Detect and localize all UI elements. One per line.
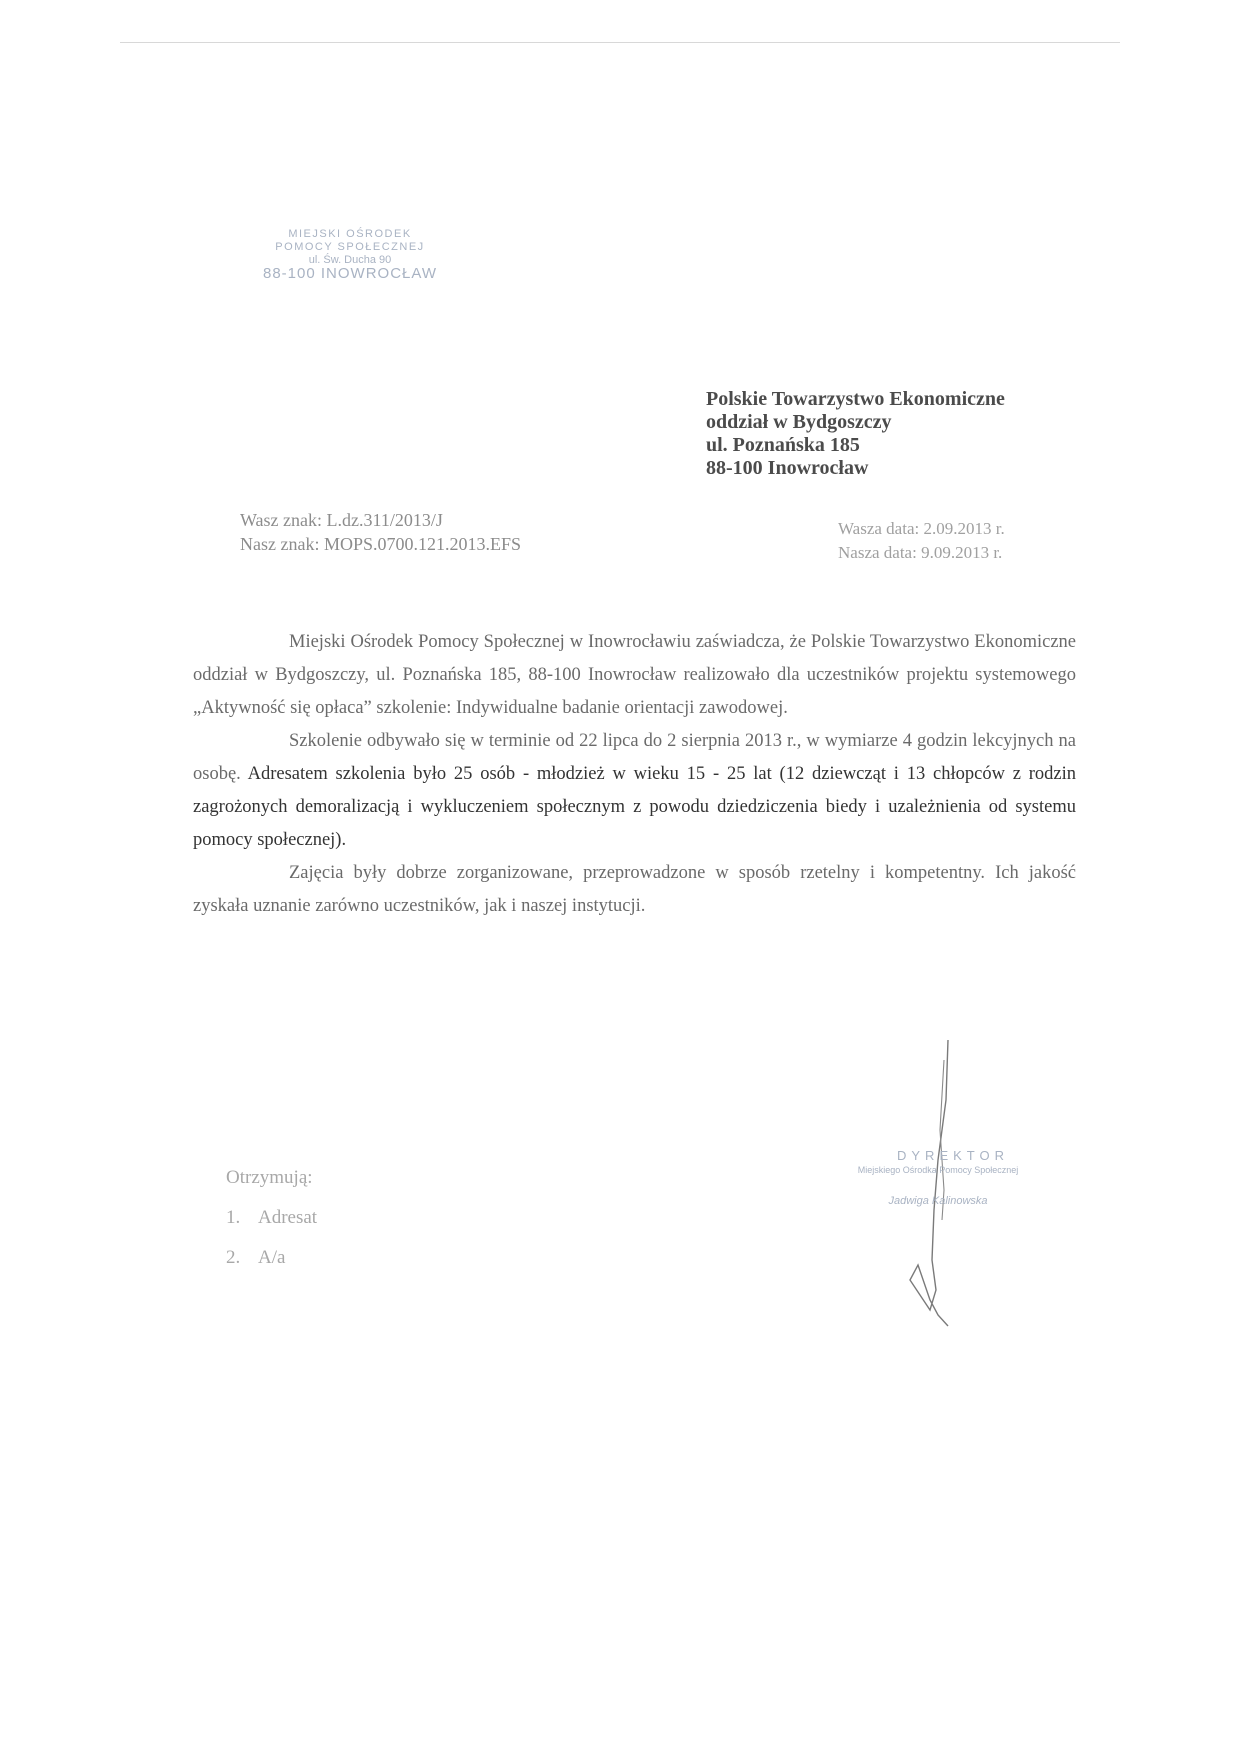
letter-body bbox=[193, 626, 1076, 923]
list-item-number: 2. bbox=[226, 1247, 241, 1268]
director-stamp bbox=[838, 1148, 1038, 1207]
recipient-line-2: oddział w Bydgoszczy bbox=[706, 411, 892, 433]
list-item bbox=[226, 1198, 317, 1238]
reference-numbers bbox=[240, 508, 521, 556]
director-name: Jadwiga Kalinowska bbox=[888, 1195, 988, 1207]
recipient-line-3: ul. Poznańska 185 bbox=[706, 434, 860, 456]
list-item-number: 1. bbox=[226, 1207, 241, 1228]
stamp-line-2: POMOCY SPOŁECZNEJ bbox=[275, 241, 425, 253]
paragraph-1: Miejski Ośrodek Pomocy Społecznej w Inowrocławiu zaświadcza, że Polskie Towarzystwo Ekonomiczne oddział w Bydgoszczy, ul. Poznańska 185, 88-100 Inowrocław realizowało dla uczestników projektu systemowego „Aktywność się opłaca” szkolenie: Indywidualne badanie orientacji zawodowej. bbox=[193, 632, 1076, 718]
distribution-heading: Otrzymują: bbox=[226, 1167, 313, 1188]
paragraph-2-part-b: Adresatem szkolenia było 25 osób - młodzież w wieku 15 - 25 lat (12 dziewcząt i 13 chłopców z rodzin zagrożonych demoralizacją i wykluczeniem społecznym z powodu dziedziczenia biedy i uzależnienia od systemu pomocy społecznej). bbox=[193, 764, 1077, 850]
stamp-line-3: ul. Św. Ducha 90 bbox=[308, 254, 392, 266]
stamp-line-4: 88-100 INOWROCŁAW bbox=[263, 265, 437, 282]
paragraph-2-part-a: Szkolenie odbywało się w terminie od 22 lipca do 2 sierpnia 2013 r., w wymiarze 4 godzin lekcyjnych na osobę. bbox=[193, 731, 1076, 784]
reference-dates bbox=[838, 517, 1005, 565]
stamp-line-1: MIEJSKI OŚRODEK bbox=[288, 228, 412, 240]
our-date: Nasza data: 9.09.2013 r. bbox=[838, 543, 1003, 562]
list-item-label: A/a bbox=[258, 1247, 286, 1268]
list-item bbox=[226, 1238, 317, 1278]
director-organization: Miejskiego Ośrodka Pomocy Społecznej bbox=[857, 1165, 1019, 1175]
paragraph-2 bbox=[193, 725, 1076, 857]
recipient-line-4: 88-100 Inowrocław bbox=[706, 457, 869, 479]
paragraph-3: Zajęcia były dobrze zorganizowane, przeprowadzone w sposób rzetelny i kompetentny. Ich jakość zyskała uznanie zarówno uczestników, jak i naszej instytucji. bbox=[193, 863, 1076, 916]
recipient-line-1: Polskie Towarzystwo Ekonomiczne bbox=[706, 388, 1005, 410]
our-reference: Nasz znak: MOPS.0700.121.2013.EFS bbox=[240, 534, 522, 554]
sender-stamp bbox=[240, 228, 460, 280]
list-item-label: Adresat bbox=[258, 1207, 318, 1228]
director-title: DYREKTOR bbox=[897, 1148, 1009, 1163]
recipient-address bbox=[706, 388, 1005, 480]
scan-edge-line bbox=[120, 42, 1120, 43]
your-reference: Wasz znak: L.dz.311/2013/J bbox=[240, 510, 443, 530]
distribution-list bbox=[226, 1158, 317, 1278]
your-date: Wasza data: 2.09.2013 r. bbox=[838, 519, 1005, 538]
